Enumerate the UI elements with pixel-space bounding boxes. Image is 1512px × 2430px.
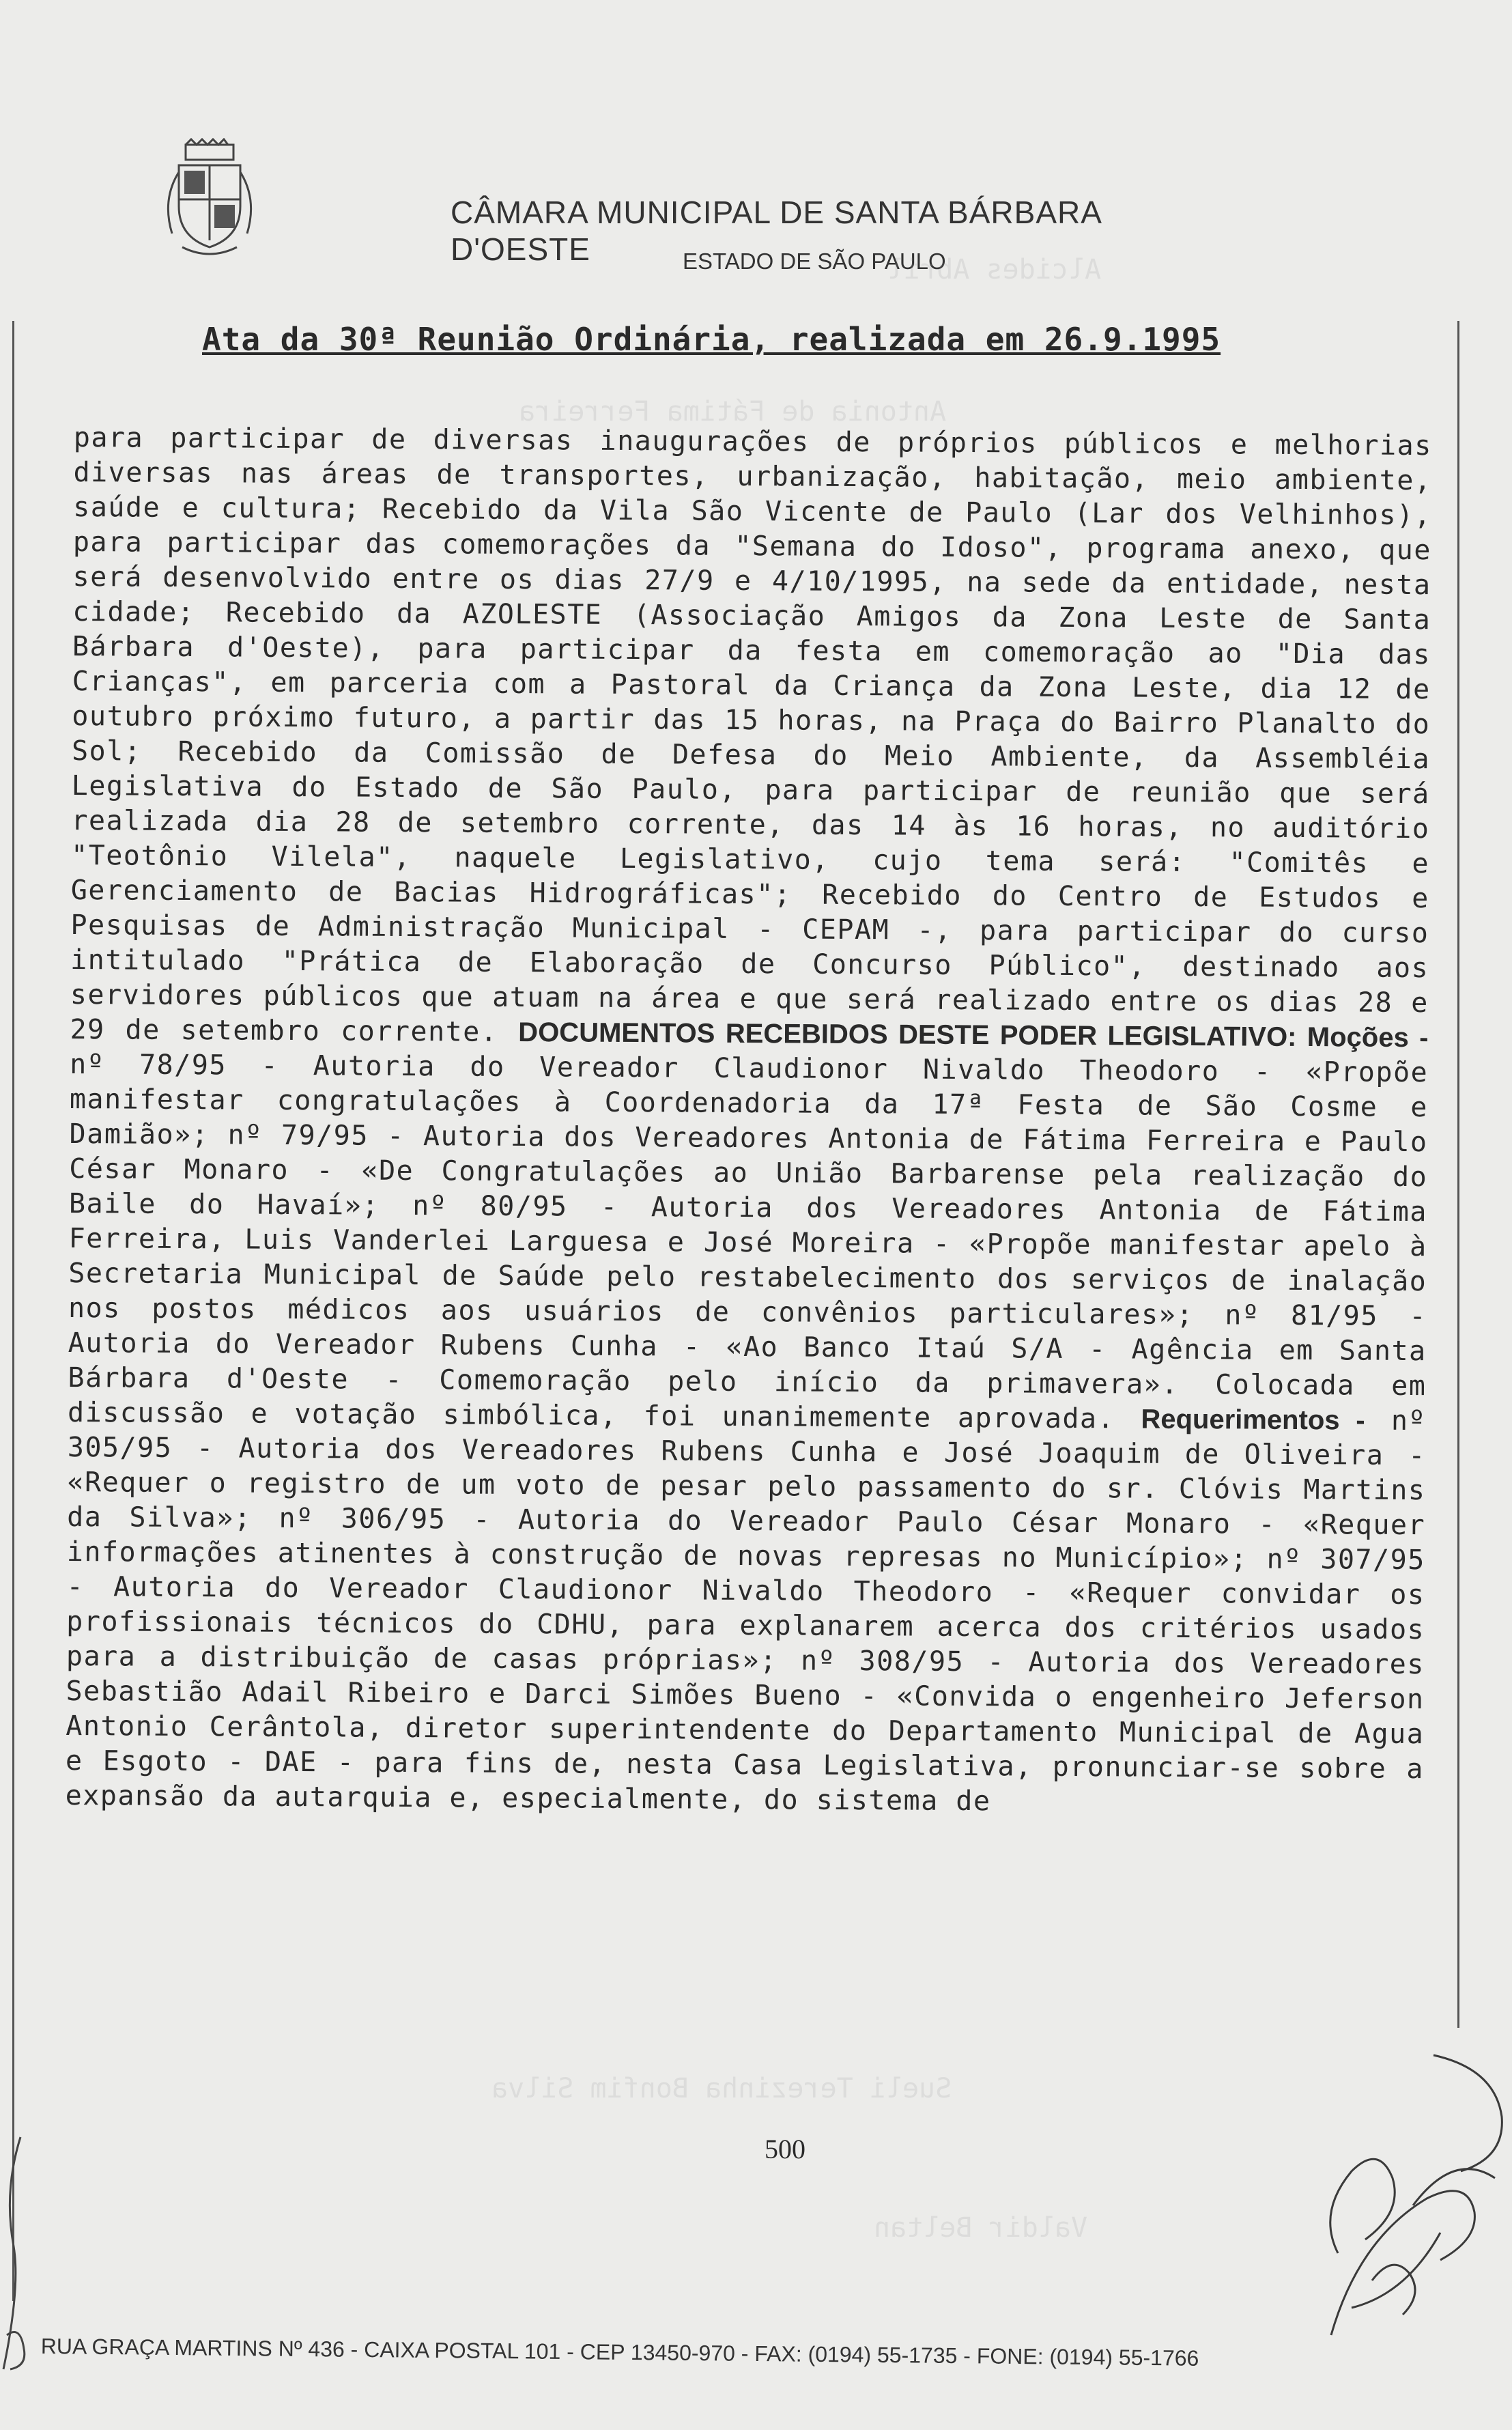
minutes-title: Ata da 30ª Reunião Ordinária, realizada em 26.9.1995 [202, 321, 1221, 358]
body-paragraph-part3: nº 305/95 - Autoria dos Vereadores Rubens Cunha e José Joaquim de Oliveira - «Requer o registro de um voto de pesar pelo passamento do sr. Clóvis Martins da Silva»; nº 306/95 - Autoria do Vereador Paulo César Monaro - «Requer informações atinentes à construção de novas represas no Município»; nº 307/95 - Autoria do Vereador Claudionor Nivaldo Theodoro - «Requer convidar os profissionais técnicos do CDHU, para explanarem acerca dos critérios usados para a distribuição de casas próprias»; nº 308/95 - Autoria dos Vereadores Sebastião Adail Ribeiro e Darci Simões Bueno - «Convida o engenheiro Jeferson Antonio Cerântola, diretor superintendente do Departamento Municipal de Agua e Esgoto - DAE - para fins de, nesta Casa Legislativa, pronunciar-se sobre a expansão da autarquia e, especialmente, do sistema de [65, 1404, 1427, 1818]
minutes-body [63, 421, 1432, 2081]
bleed-through-text: Antonia de Fátima Ferreira [519, 396, 947, 427]
body-paragraph-part1: para participar de diversas inaugurações de próprios públicos e melhorias diversas nas áreas de transportes, urbanização, habitação, meio ambiente, saúde e cultura; Recebido da Vila São Vicente de Paulo (Lar dos Velhinhos), para participar das comemorações da "Semana do Idoso", programa anexo, que será desenvolvido entre os dias 27/9 e 4/10/1995, na sede da entidade, nesta cidade; Recebido da AZOLESTE (Associação Amigos da Zona Leste de Santa Bárbara d'Oeste), para participar da festa em comemoração ao "Dia das Crianças", em parceria com a Pastoral da Criança da Zona Leste, dia 12 de outubro próximo futuro, a partir das 15 horas, na Praça do Bairro Planalto do Sol; Recebido da Comissão de Defesa do Meio Ambiente, da Assembléia Legislativa do Estado de São Paulo, para participar de reunião que será realizada dia 28 de setembro corrente, das 14 às 16 horas, no auditório "Teotônio Vilela", naquele Legislativo, cujo tema será: "Comitês e Gerenciamento de Bacias Hidrográficas"; Recebido do Centro de Estudos e Pesquisas de Administração Municipal - CEPAM -, para participar do curso intitulado "Prática de Elaboração de Concurso Público", destinado aos servidores públicos que atuam na área e que será realizado entre os dias 28 e 29 de setembro corrente. [70, 421, 1432, 1048]
municipal-coat-of-arms-icon [158, 138, 261, 261]
letterhead-institution: CÂMARA MUNICIPAL DE SANTA BÁRBARA D'OESTE [451, 195, 1101, 267]
bleed-through-text: Valdir Beltan [874, 2212, 1088, 2244]
bleed-through-text: Alcides Abril [887, 254, 1102, 285]
left-margin-rule [12, 321, 14, 2301]
letterhead-state: ESTADO DE SÃO PAULO [683, 249, 946, 274]
page-number: 500 [765, 2134, 805, 2164]
documents-received-heading: DOCUMENTOS RECEBIDOS DESTE PODER LEGISLATIVO: Moções - [518, 1017, 1429, 1054]
right-margin-rule [1457, 321, 1459, 2028]
body-paragraph-part2: nº 78/95 - Autoria do Vereador Claudionor Nivaldo Theodoro - «Propõe manifestar congratulações à Coordenadoria da 17ª Festa de São Cosme e Damião»; nº 79/95 - Autoria dos Vereadores Antonia de Fátima Ferreira e Paulo César Monaro - «De Congratulações ao União Barbarense pela realização do Baile do Havaí»; nº 80/95 - Autoria dos Vereadores Antonia de Fátima Ferreira, Luis Vanderlei Larguesa e José Moreira - «Propõe manifestar apelo à Secretaria Municipal de Saúde pelo restabelecimento dos serviços de inalação nos postos médicos aos usuários de convênios particulares»; nº 81/95 - Autoria do Vereador Rubens Cunha - «Ao Banco Itaú S/A - Agência em Santa Bárbara d'Oeste - Comemoração pelo início da primavera». Colocada em discussão e votação simbólica, foi unanimemente aprovada. [67, 1048, 1429, 1435]
corner-signature [1311, 2035, 1512, 2356]
bleed-through-text: Sueli Terezinha Bonfim Silva [491, 2073, 952, 2104]
footer-address: RUA GRAÇA MARTINS Nº 436 - CAIXA POSTAL 101 - CEP 13450-970 - FAX: (0194) 55-1735 - FONE: (0194) 55-1766 [40, 2334, 1199, 2371]
requerimentos-heading: Requerimentos - [1141, 1404, 1365, 1436]
margin-signature [0, 2130, 41, 2376]
